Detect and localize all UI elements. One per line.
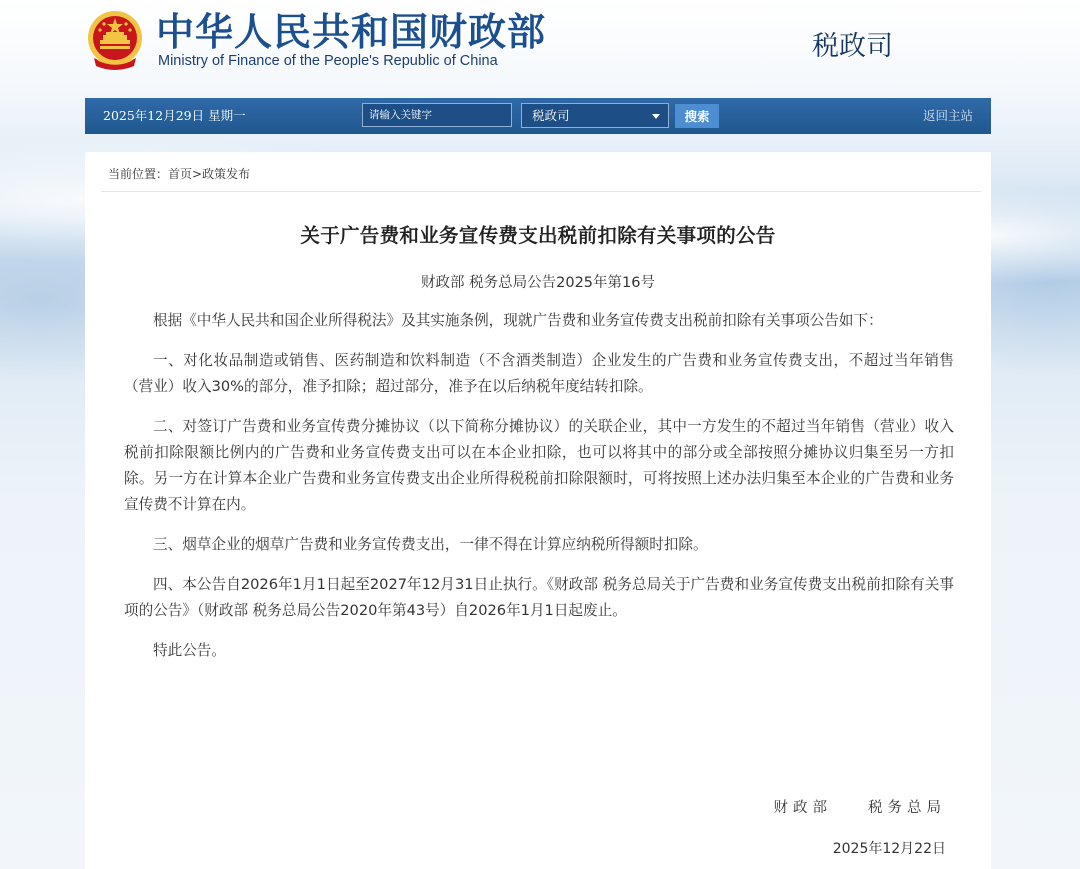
breadcrumb-separator: >: [192, 167, 203, 181]
content-panel: [85, 152, 991, 869]
return-main-site-link[interactable]: 返回主站: [922, 108, 973, 123]
department-select[interactable]: [521, 103, 669, 128]
article-paragraph: 三、烟草企业的烟草广告费和业务宣传费支出，一律不得在计算应纳税所得额时扣除。: [153, 536, 708, 553]
article-paragraph: 一、对化妆品制造或销售、医药制造和饮料制造（不含酒类制造）企业发生的广告费和业务宣传费支出，不超过当年销售（营业）收入30%的部分，准予扣除；超过部分，准予在以后纳税年度结转扣除。: [124, 352, 954, 395]
document-number: 财政部 税务总局公告2025年第16号: [421, 275, 655, 291]
article-paragraph: 特此公告。: [153, 642, 226, 659]
search-button[interactable]: 搜索: [675, 104, 719, 128]
breadcrumb-label: 当前位置：: [108, 167, 169, 181]
search-input[interactable]: [362, 103, 512, 127]
signature-date: 2025年12月22日: [832, 841, 946, 857]
signatory-tax-administration: 税务总局: [868, 800, 946, 816]
article-body: [124, 308, 954, 678]
breadcrumb-home-link[interactable]: 首页: [168, 167, 193, 181]
current-date: 2025年12月29日 星期一: [103, 108, 246, 123]
ministry-name-en[interactable]: Ministry of Finance of the People's Republic of China: [158, 53, 498, 69]
article-paragraph: 二、对签订广告费和业务宣传费分摊协议（以下简称分摊协议）的关联企业，其中一方发生的不超过当年销售（营业）收入税前扣除限额比例内的广告费和业务宣传费支出可以在本企业扣除，也可以将其中的部分或全部按照分摊协议归集至另一方扣除。另一方在计算本企业广告费和业务宣传费支出企业所得税税前扣除限额时，可将按照上述办法归集至本企业的广告费和业务宣传费不计算在内。: [124, 418, 954, 513]
department-select-value: 税政司: [532, 108, 570, 123]
article-paragraph: 四、本公告自2026年1月1日起至2027年12月31日止执行。《财政部 税务总局关于广告费和业务宣传费支出税前扣除有关事项的公告》（财政部 税务总局公告2020年第43号）自2026年1月1日起废止。: [124, 576, 954, 619]
article-title: 关于广告费和业务宣传费支出税前扣除有关事项的公告: [300, 224, 776, 247]
site-header: [0, 0, 1080, 98]
national-emblem-icon[interactable]: [86, 10, 144, 70]
chevron-down-icon: [652, 114, 660, 119]
top-navbar: [85, 98, 991, 134]
department-title: 税政司: [812, 31, 893, 62]
breadcrumb-section-link[interactable]: 政策发布: [202, 167, 251, 181]
signatories: [774, 796, 947, 817]
article-paragraph: 根据《中华人民共和国企业所得税法》及其实施条例，现就广告费和业务宣传费支出税前扣除有关事项公告如下：: [153, 312, 883, 329]
signatory-ministry-of-finance: 财政部: [773, 800, 832, 816]
divider: [101, 191, 981, 192]
breadcrumb: [108, 165, 250, 182]
ministry-name-cn[interactable]: 中华人民共和国财政部: [156, 10, 547, 54]
